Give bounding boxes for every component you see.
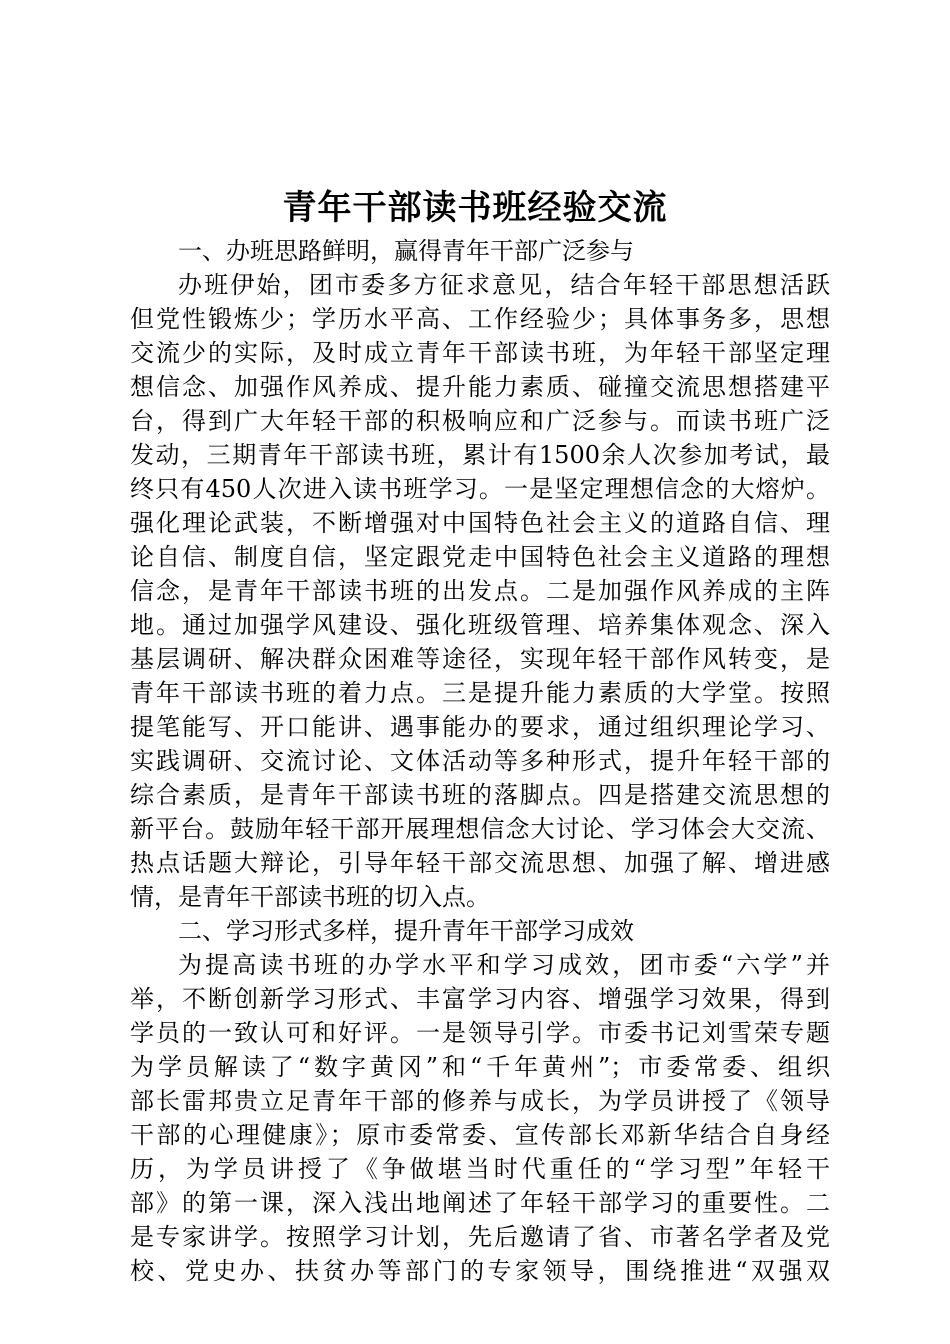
section-heading-1: 一、办班思路鲜明，赢得青年干部广泛参与 (178, 237, 634, 265)
paragraph-line: 地。通过加强学风建设、强化班级管理、培养集体观念、深入 (130, 611, 830, 639)
document-title: 青年干部读书班经验交流 (282, 188, 668, 228)
paragraph-line: 青年干部读书班的着力点。三是提升能力素质的大学堂。按照 (130, 679, 830, 707)
paragraph-line: 为提高读书班的办学水平和学习成效，团市委“六学”并 (178, 951, 830, 979)
paragraph-line: 举，不断创新学习形式、丰富学习内容、增强学习效果，得到 (130, 985, 830, 1013)
paragraph-line: 办班伊始，团市委多方征求意见，结合年轻干部思想活跃 (178, 271, 830, 299)
paragraph-line: 发动，三期青年干部读书班，累计有1500余人次参加考试，最 (130, 441, 830, 469)
paragraph-line: 热点话题大辩论，引导年轻干部交流思想、加强了解、增进感 (130, 849, 830, 877)
paragraph-line: 想信念、加强作风养成、提升能力素质、碰撞交流思想搭建平 (130, 373, 830, 401)
paragraph-line: 为学员解读了“数字黄冈”和“千年黄州”；市委常委、组织 (130, 1053, 830, 1081)
paragraph-line: 实践调研、交流讨论、文体活动等多种形式，提升年轻干部的 (130, 747, 830, 775)
paragraph-line: 校、党史办、扶贫办等部门的专家领导，围绕推进“双强双 (130, 1257, 830, 1285)
paragraph-line: 部长雷邦贵立足青年干部的修养与成长，为学员讲授了《领导 (130, 1087, 830, 1115)
paragraph-line: 情，是青年干部读书班的切入点。 (130, 883, 490, 911)
paragraph-line: 新平台。鼓励年轻干部开展理想信念大讨论、学习体会大交流、 (130, 815, 830, 843)
paragraph-line: 基层调研、解决群众困难等途径，实现年轻干部作风转变，是 (130, 645, 830, 673)
paragraph-line: 提笔能写、开口能讲、遇事能办的要求，通过组织理论学习、 (130, 713, 830, 741)
paragraph-line: 信念，是青年干部读书班的出发点。二是加强作风养成的主阵 (130, 577, 830, 605)
section-heading-2: 二、学习形式多样，提升青年干部学习成效 (178, 917, 634, 945)
paragraph-line: 综合素质，是青年干部读书班的落脚点。四是搭建交流思想的 (130, 781, 830, 809)
paragraph-line: 但党性锻炼少；学历水平高、工作经验少；具体事务多，思想 (130, 305, 830, 333)
paragraph-line: 学员的一致认可和好评。一是领导引学。市委书记刘雪荣专题 (130, 1019, 830, 1047)
paragraph-line: 台，得到广大年轻干部的积极响应和广泛参与。而读书班广泛 (130, 407, 830, 435)
paragraph-line: 历，为学员讲授了《争做堪当时代重任的“学习型”年轻干 (130, 1155, 830, 1183)
paragraph-line: 论自信、制度自信，坚定跟党走中国特色社会主义道路的理想 (130, 543, 830, 571)
paragraph-line: 强化理论武装，不断增强对中国特色社会主义的道路自信、理 (130, 509, 830, 537)
paragraph-line: 交流少的实际，及时成立青年干部读书班，为年轻干部坚定理 (130, 339, 830, 367)
paragraph-line: 终只有450人次进入读书班学习。一是坚定理想信念的大熔炉。 (130, 475, 830, 503)
paragraph-line: 部》的第一课，深入浅出地阐述了年轻干部学习的重要性。二 (130, 1189, 830, 1217)
paragraph-line: 是专家讲学。按照学习计划，先后邀请了省、市著名学者及党 (130, 1223, 830, 1251)
paragraph-line: 干部的心理健康》；原市委常委、宣传部长邓新华结合自身经 (130, 1121, 830, 1149)
